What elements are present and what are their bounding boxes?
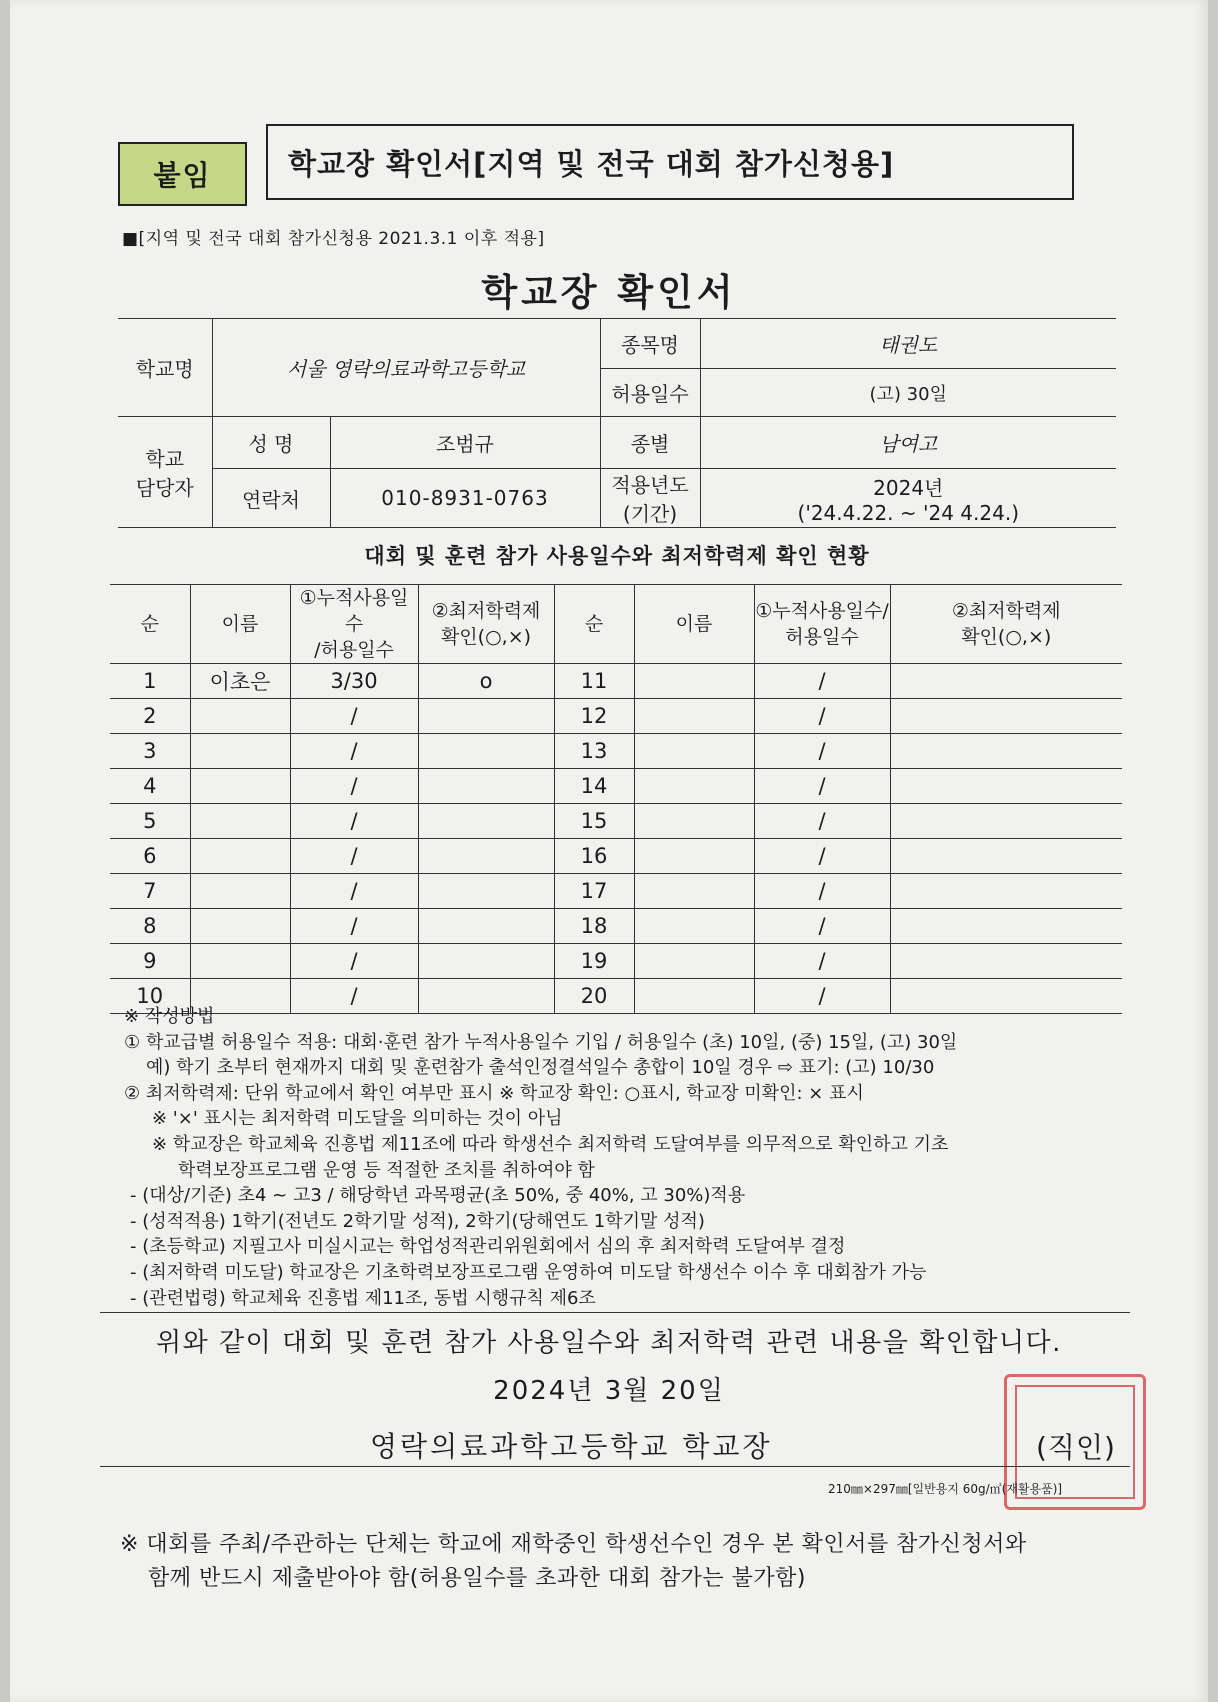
row-number: 4 [110, 769, 190, 804]
instruction-line: - (성적적용) 1학기(전년도 2학기말 성적), 2학기(당해연도 1학기말 성적) [130, 1210, 705, 1232]
allowed-days-value: (고) 30일 [700, 369, 1116, 417]
row-check [890, 804, 1122, 839]
row-days: / [754, 664, 890, 699]
row-check [890, 839, 1122, 874]
row-name [190, 909, 290, 944]
row-check [418, 839, 554, 874]
table-row [110, 769, 1122, 804]
document-title: 학교장 확인서 [481, 271, 737, 314]
row-days: / [290, 909, 418, 944]
instruction-line: 학력보장프로그램 운영 등 적절한 조치를 취하여야 함 [178, 1159, 595, 1181]
header-name-right: 이름 [634, 585, 754, 664]
row-check [890, 699, 1122, 734]
instruction-line: - (최저학력 미도달) 학교장은 기초학력보장프로그램 운영하여 미도달 학생선수 이수 후 대회참가 가능 [130, 1261, 927, 1283]
instruction-line: - (관련법령) 학교체육 진흥법 제11조, 동법 시행규칙 제6조 [130, 1287, 596, 1309]
info-table [118, 318, 1116, 528]
header-days [290, 585, 418, 664]
row-days: / [290, 734, 418, 769]
header-days-line-1: ①누적사용일수 [299, 587, 409, 635]
manager-label-line-2: 담당자 [135, 476, 194, 500]
row-name [634, 734, 754, 769]
divider [100, 1312, 1130, 1313]
row-name [190, 944, 290, 979]
row-days: / [754, 804, 890, 839]
table-row [110, 664, 1122, 699]
row-days: / [290, 769, 418, 804]
manager-label [118, 417, 212, 528]
row-name [634, 874, 754, 909]
year-label-line-1: 적용년도 [611, 473, 689, 497]
name-value: 조범규 [330, 417, 600, 469]
row-check [418, 944, 554, 979]
row-number: 17 [554, 874, 634, 909]
instructions [124, 1004, 1134, 1311]
row-number: 8 [110, 909, 190, 944]
row-check [418, 769, 554, 804]
row-number: 11 [554, 664, 634, 699]
row-name [190, 839, 290, 874]
header-days-right-line-1: ①누적사용일수/ [755, 600, 889, 622]
row-name [190, 699, 290, 734]
row-check [890, 944, 1122, 979]
row-number: 9 [110, 944, 190, 979]
header-check-line-2: 확인(○,×) [440, 626, 532, 648]
row-number: 13 [554, 734, 634, 769]
row-days: / [290, 804, 418, 839]
row-check: o [418, 664, 554, 699]
table-row [110, 874, 1122, 909]
row-number: 18 [554, 909, 634, 944]
row-days: / [290, 874, 418, 909]
footnote [120, 1528, 1027, 1596]
row-name [634, 944, 754, 979]
row-check [890, 734, 1122, 769]
row-name [190, 874, 290, 909]
header-days-right-line-2: 허용일수 [785, 626, 859, 648]
row-days: / [754, 839, 890, 874]
issue-date: 2024년 3월 20일 [493, 1376, 725, 1406]
row-check [418, 874, 554, 909]
table-row [110, 734, 1122, 769]
instruction-line: ※ 학교장은 학교체육 진흥법 제11조에 따라 학생선수 최저학력 도달여부를 의무적으로 확인하고 기초 [152, 1133, 949, 1155]
row-name [634, 699, 754, 734]
attachment-badge: 붙임 [118, 142, 247, 206]
row-name [634, 664, 754, 699]
school-value: 서울 영락의료과학고등학교 [212, 319, 600, 417]
athlete-table [110, 584, 1122, 1014]
year-value-line-2: ('24.4.22. ~ '24 4.24.) [797, 500, 1019, 525]
instruction-line: ② 최저학력제: 단위 학교에서 확인 여부만 표시 ※ 학교장 확인: ○표시, 학교장 미확인: × 표시 [124, 1082, 864, 1104]
name-label: 성 명 [212, 417, 330, 469]
row-number: 14 [554, 769, 634, 804]
row-number: 15 [554, 804, 634, 839]
row-number: 20 [554, 979, 634, 1014]
table-row [110, 804, 1122, 839]
sport-value: 태권도 [700, 319, 1116, 369]
row-days: / [754, 734, 890, 769]
row-days: / [290, 979, 418, 1014]
header-seq-right: 순 [554, 585, 634, 664]
row-days: 3/30 [290, 664, 418, 699]
gender-label: 종별 [600, 417, 700, 469]
instruction-line: ① 학교급별 허용일수 적용: 대회·훈련 참가 누적사용일수 기입 / 허용일수 (초) 10일, (중) 15일, (고) 30일 [124, 1031, 958, 1053]
divider [100, 1466, 1130, 1467]
school-label: 학교명 [118, 319, 212, 417]
row-name [190, 769, 290, 804]
header-check-right [890, 585, 1122, 664]
row-name [634, 909, 754, 944]
instructions-heading: ※ 작성방법 [124, 1006, 215, 1027]
manager-label-line-1: 학교 [145, 447, 185, 471]
row-days: / [290, 699, 418, 734]
header-name: 이름 [190, 585, 290, 664]
row-check [890, 909, 1122, 944]
row-check [418, 909, 554, 944]
contact-label: 연락처 [212, 469, 330, 528]
gender-value: 남여고 [700, 417, 1116, 469]
year-value [700, 469, 1116, 528]
row-number: 7 [110, 874, 190, 909]
row-name [634, 839, 754, 874]
row-number: 2 [110, 699, 190, 734]
confirmation-text: 위와 같이 대회 및 훈련 참가 사용일수와 최저학력 관련 내용을 확인합니다. [156, 1328, 1062, 1358]
year-label-line-2: (기간) [622, 502, 678, 526]
header-check [418, 585, 554, 664]
header-check-line-1: ②최저학력제 [431, 600, 541, 622]
row-check [418, 734, 554, 769]
row-days: / [290, 839, 418, 874]
table-row [110, 909, 1122, 944]
row-name [634, 769, 754, 804]
header-check-right-line-2: 확인(○,×) [961, 626, 1052, 648]
row-number: 6 [110, 839, 190, 874]
row-days: / [754, 944, 890, 979]
contact-value: 010-8931-0763 [330, 469, 600, 528]
row-days: / [754, 874, 890, 909]
row-number: 12 [554, 699, 634, 734]
row-check [890, 769, 1122, 804]
seal-label: (직인) [1036, 1431, 1116, 1464]
section-title: 대회 및 훈련 참가 사용일수와 최저학력제 확인 현황 [364, 544, 870, 568]
row-days: / [754, 769, 890, 804]
year-label [600, 469, 700, 528]
row-number: 16 [554, 839, 634, 874]
header-days-right [754, 585, 890, 664]
form-note: ■[지역 및 전국 대회 참가신청용 2021.3.1 이후 적용] [122, 229, 545, 249]
year-value-line-1: 2024년 [873, 475, 944, 500]
table-row [110, 944, 1122, 979]
instruction-line: 예) 학기 초부터 현재까지 대회 및 훈련참가 출석인정결석일수 총합이 10일 경우 ⇨ 표기: (고) 10/30 [146, 1057, 935, 1079]
header-check-right-line-1: ②최저학력제 [951, 600, 1061, 622]
header-seq: 순 [110, 585, 190, 664]
row-number: 10 [110, 979, 190, 1014]
signer-name: 영락의료과학고등학교 학교장 [370, 1430, 773, 1463]
row-number: 3 [110, 734, 190, 769]
instruction-line: - (대상/기준) 초4 ~ 고3 / 해당학년 과목평균(초 50%, 중 40%, 고 30%)적용 [130, 1185, 746, 1207]
table-row [110, 839, 1122, 874]
footnote-line-2: 함께 반드시 제출받아야 함(허용일수를 초과한 대회 참가는 불가함) [148, 1566, 806, 1591]
table-row [110, 699, 1122, 734]
row-check [418, 699, 554, 734]
row-days: / [754, 979, 890, 1014]
row-check [418, 804, 554, 839]
row-name [634, 804, 754, 839]
instruction-line: - (초등학교) 지필고사 미실시교는 학업성적관리위원회에서 심의 후 최저학력 도달여부 결정 [130, 1236, 846, 1258]
paper-spec: 210㎜×297㎜[일반용지 60g/㎡(재활용품)] [828, 1482, 1063, 1496]
header-days-line-2: /허용일수 [314, 639, 394, 661]
row-number: 5 [110, 804, 190, 839]
row-name: 이초은 [190, 664, 290, 699]
row-check [890, 874, 1122, 909]
row-name [190, 804, 290, 839]
row-number: 1 [110, 664, 190, 699]
row-days: / [754, 909, 890, 944]
row-days: / [290, 944, 418, 979]
row-days: / [754, 699, 890, 734]
sport-label: 종목명 [600, 319, 700, 369]
header-title: 학교장 확인서[지역 및 전국 대회 참가신청용] [266, 124, 1074, 200]
allowed-days-label: 허용일수 [600, 369, 700, 417]
instruction-line: ※ '×' 표시는 최저학력 미도달을 의미하는 것이 아님 [152, 1108, 563, 1130]
footnote-line-1: ※ 대회를 주최/주관하는 단체는 학교에 재학중인 학생선수인 경우 본 확인서를 참가신청서와 [120, 1532, 1027, 1557]
row-check [890, 664, 1122, 699]
row-number: 19 [554, 944, 634, 979]
row-name [190, 734, 290, 769]
